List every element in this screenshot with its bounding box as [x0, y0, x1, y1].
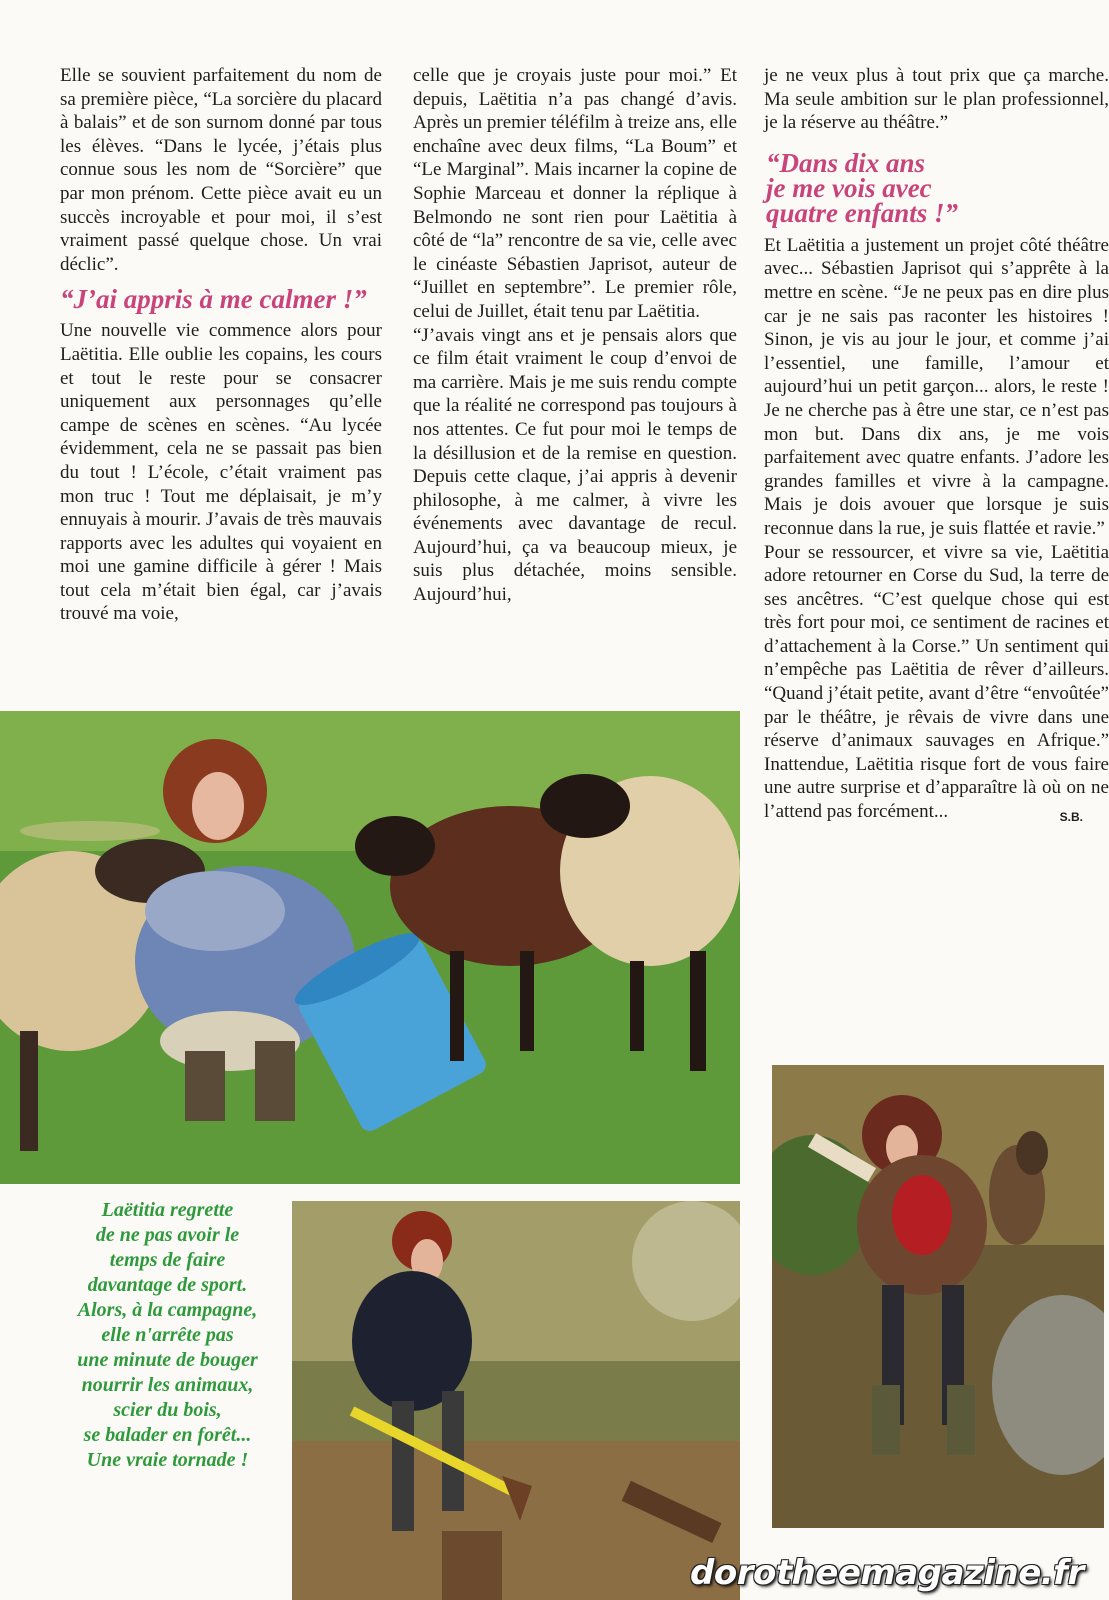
caption-line: une minute de bouger — [77, 1349, 258, 1371]
paragraph: Elle se souvient parfaitement du nom de sa première pièce, “La sorcière du placard à balais” et de son surnom donné par tous les élèves. “Dans le lycée, j’étais plus connue sous les nom de “Sorcière” que par mon prénom. Cette pièce avait eu un succès incroyable et pour moi, il s’est vraiment passé quelque chose. Un vrai déclic”. — [60, 65, 382, 275]
woman-chopping-wood-photo — [292, 1201, 740, 1600]
article-column-1 — [60, 64, 382, 626]
caption-line: Une vraie tornade ! — [86, 1449, 249, 1471]
caption-line: scier du bois, — [113, 1399, 222, 1421]
heading-line: “Dans dix ans — [766, 147, 926, 178]
caption-line: davantage de sport. — [87, 1274, 248, 1296]
site-watermark: dorotheemagazine.fr — [690, 1553, 1084, 1593]
article-column-3 — [764, 64, 1109, 829]
caption-line: elle n'arrête pas — [101, 1324, 234, 1346]
paragraph: Une nouvelle vie commence alors pour Laëtitia. Elle oublie les copains, les cours et tout le reste pour se consacrer uniquement aux personnages qu’elle campe de scènes en scènes. “Au lycée évidemment, cela ne se passait pas bien du tout ! L’école, c’était vraiment pas mon truc ! Tout me déplaisait, je m’y ennuyais à mourir. J’avais de très mauvais rapports avec les adultes qui voyaient en moi une gamine difficile à gérer ! Mais tout cela m’était bien égal, car j’avais trouvé ma voie, — [60, 320, 382, 625]
paragraph: Pour se ressourcer, et vivre sa vie, Laëtitia adore retourner en Corse du Sud, la terre de ses ancêtres. “C’est quelque chose qui est très fort pour moi, ce sentiment de racines et d’attachement à la Corse.” Un sentiment qui n’empêche pas Laëtitia de rêver d’ailleurs. “Quand j’était petite, avant d’être “envoûtée” par le théâtre, je rêvais de vivre dans une réserve d’animaux sauvages en Afrique.” Inattendue, Laëtitia risque fort de vous faire une autre surprise et d’apparaître là où on ne l’attend pas forcément... — [764, 541, 1109, 823]
paragraph: celle que je croyais juste pour moi.” Et depuis, Laëtitia n’a pas changé d’avis. Après un premier téléfilm à treize ans, elle enchaîne avec deux films, “La Boum” et “Le Marginal”. Mais incarner la copine de Sophie Marceau et donner la réplique à Belmondo ne sont rien pour Laëtitia à côté de “la” rencontre de sa vie, celle avec le cinéaste Sébastien Japrisot, auteur de “Juillet en septembre”. Le premier rôle, celui de Juillet, était tenu par Laëtitia. — [413, 65, 737, 322]
paragraph: Et Laëtitia a justement un projet côté théâtre avec... Sébastien Japrisot qui s’apprête à la mettre en scène. “Je ne peux pas en dire plus car je ne sais pas raconter les histoires ! Sinon, je vis au jour le jour, et comme j’ai l’essentiel, une famille, l’amour et aujourd’hui un petit garçon... alors, le reste ! Je ne cherche pas à être une star, ce n’est pas mon but. Dans dix ans, je me vois parfaitement avec quatre enfants. J’adore les grandes familles et vivre à la campagne. Mais je dois avouer que lorsque je suis reconnue dans la rue, je suis flattée et ravie.” — [764, 234, 1109, 539]
section-heading: “J’ai appris à me calmer !” — [60, 284, 367, 315]
caption-line: se balader en forêt... — [83, 1424, 252, 1446]
woman-with-goat-photo — [772, 1065, 1104, 1528]
woman-with-sheep-photo — [0, 711, 740, 1184]
heading-line: je me vois avec — [766, 172, 932, 203]
author-signature: S.B. — [1059, 809, 1083, 824]
caption-line: Laëtitia regrette — [101, 1199, 234, 1221]
section-heading — [766, 147, 1109, 228]
caption-line: de ne pas avoir le — [95, 1224, 240, 1246]
caption-line: Alors, à la campagne, — [77, 1299, 258, 1321]
caption-line: nourrir les animaux, — [81, 1374, 254, 1396]
article-column-2 — [413, 64, 737, 607]
photo-caption — [50, 1198, 285, 1473]
heading-line: quatre enfants !” — [766, 197, 959, 228]
paragraph: “J’avais vingt ans et je pensais alors que ce film était vraiment le coup d’envoi de ma carrière. Mais je me suis rendu compte que la réalité ne correspond pas toujours à nos attentes. Ce fut pour moi le temps de la désillusion et de la remise en question. Depuis cette claque, j’ai appris à devenir philosophe, à me calmer, à vivre les événements avec davantage de recul. Aujourd’hui, ça va beaucoup mieux, je suis plus détachée, moins sensible. Aujourd’hui, — [413, 324, 737, 606]
paragraph: je ne veux plus à tout prix que ça marche. Ma seule ambition sur le plan professionnel, je la réserve au théâtre.” — [764, 65, 1109, 134]
caption-line: temps de faire — [109, 1249, 226, 1271]
